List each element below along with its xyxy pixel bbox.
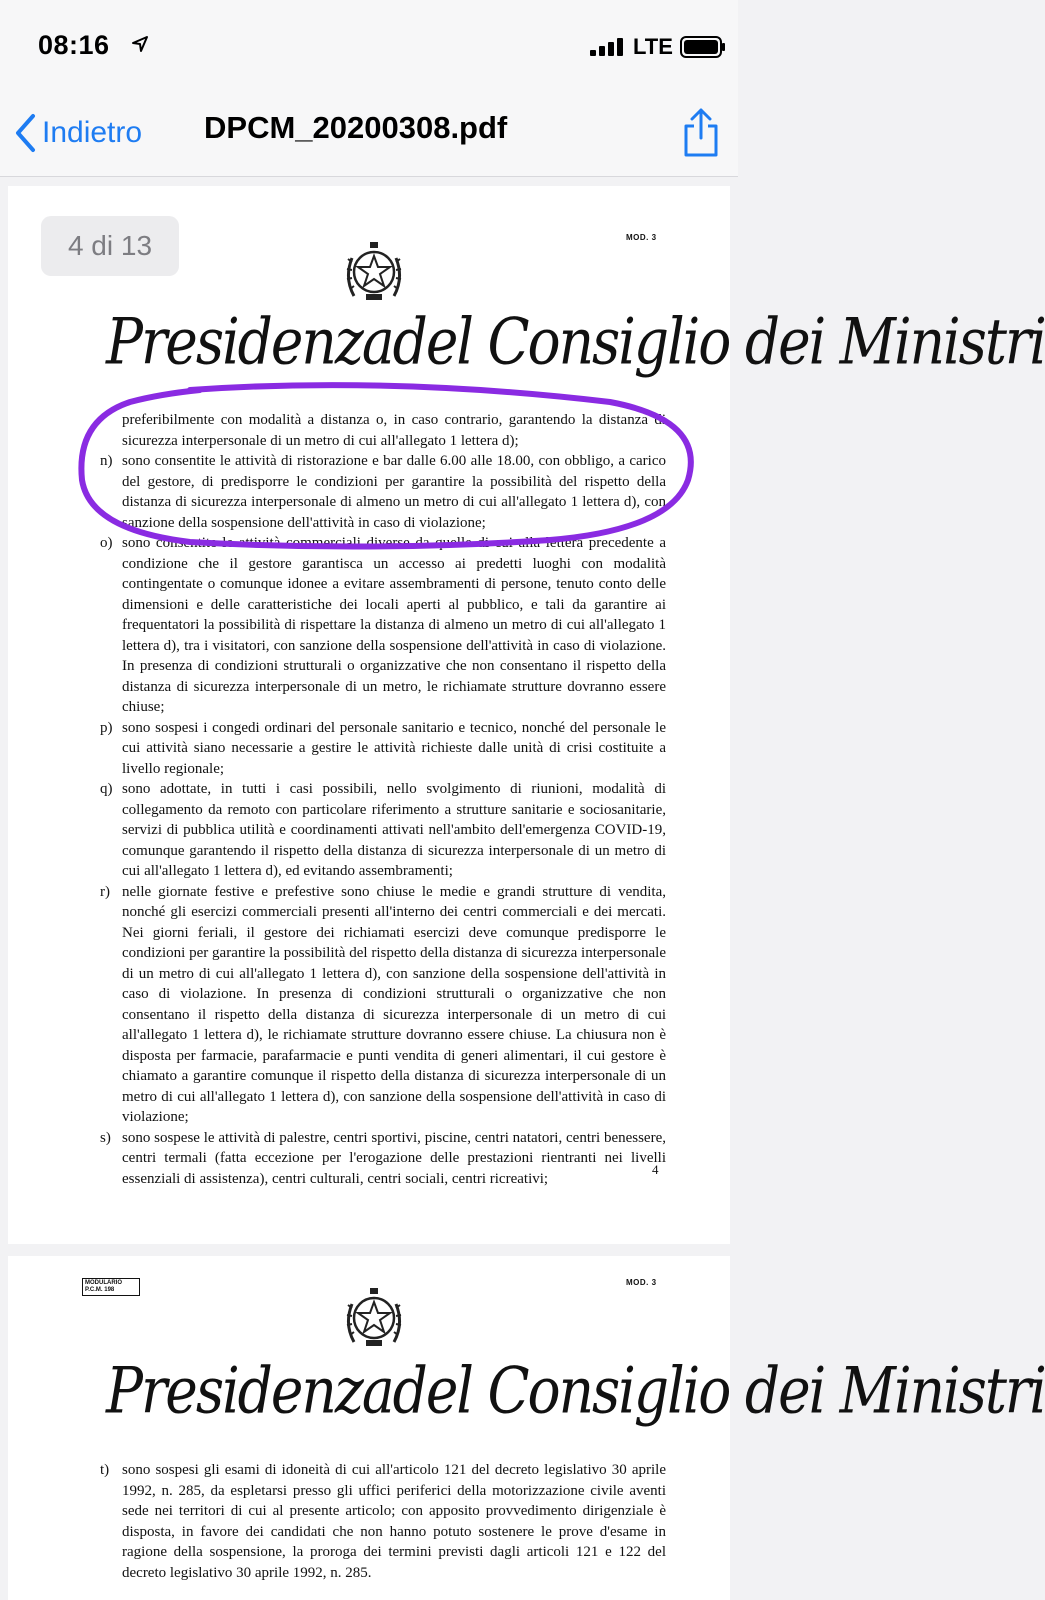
item-text: sono sospesi i congedi ordinari del personale sanitario e tecnico, nonché del personale le cui attività siano necessarie a gestire le attività richieste dalle unità di crisi costituite a livello regionale; bbox=[122, 719, 666, 777]
item-text: sono consentite le attività commerciali diverse da quelle di cui alla lettera precedente a condizione che il gestore garantisca un accesso ai predetti luoghi con modalità contingentate o comunque idonee a evitare assembramenti di persone, tenuto conto delle dimensioni e delle caratteristiche dei locali aperti al pubblico, e tali da garantire ai frequentatori la possibilità di rispettare la distanza di almeno un metro di cui all'allegato 1 lettera d), tra i visitatori, con sanzione della sospensione dell'attività in caso di violazione. In presenza di condizioni strutturali o organizzative che non consentano il rispetto della distanza di sicurezza interpersonale di un metro, le richiamate strutture dovranno essere chiuse; bbox=[122, 535, 666, 715]
status-bar bbox=[0, 0, 738, 90]
chevron-left-icon bbox=[14, 113, 36, 153]
battery-icon bbox=[680, 36, 726, 58]
signal-bars-icon bbox=[590, 38, 626, 56]
page-5-body bbox=[100, 1460, 666, 1583]
list-item bbox=[100, 882, 666, 1128]
item-text: sono sospese le attività di palestre, centri sportivi, piscine, centri natatori, centri benessere, centri termali (fatta eccezione per l'erogazione delle prestazioni rientranti nei livelli essenziali di assistenza), centri culturali, centri sociali, centri ricreativi; bbox=[122, 1129, 666, 1187]
list-item bbox=[100, 451, 666, 533]
page-4-body bbox=[100, 410, 666, 1189]
item-label: p) bbox=[100, 719, 113, 736]
mod-label-page-5: MOD. 3 bbox=[626, 1278, 657, 1287]
back-label: Indietro bbox=[42, 116, 143, 149]
item-label: n) bbox=[100, 453, 113, 469]
mod-label: MOD. 3 bbox=[626, 233, 657, 242]
share-icon[interactable] bbox=[680, 106, 722, 158]
page-number: 4 bbox=[652, 1162, 659, 1177]
item-text: sono consentite le attività di ristorazione e bar dalle 6.00 alle 18.00, con obbligo, a carico del gestore, di predisporre le condizioni per garantire la possibilità del rispetto della distanza di sicurezza interpersonale di almeno un metro di cui all'allegato 1 lettera d), con sanzione della sospensione dell'attività in caso di violazione; bbox=[122, 453, 666, 531]
item-label: q) bbox=[100, 781, 113, 797]
page-indicator: 4 di 13 bbox=[41, 216, 179, 276]
republic-emblem-icon bbox=[342, 238, 406, 308]
republic-emblem-icon bbox=[342, 1284, 406, 1354]
item-label: o) bbox=[100, 535, 113, 551]
list-item bbox=[100, 1128, 666, 1190]
list-item bbox=[100, 533, 666, 718]
list-item bbox=[100, 1460, 666, 1583]
item-text: nelle giornate festive e prefestive sono chiuse le medie e grandi strutture di vendita, nonché gli esercizi commerciali presenti all'interno dei centri commerciali e dei mercati. Nei giorni feriali, il gestore dei richiamati esercizi deve comunque predisporre le condizioni per garantire la possibilità del rispetto della distanza di sicurezza interpersonale di un metro di cui all'allegato 1 lettera d), con sanzione della sospensione dell'attività in caso di violazione. In presenza di condizioni strutturali o organizzative che non consentano il rispetto della distanza di sicurezza interpersonale di un metro di cui all'allegato 1 lettera d), le richiamate strutture dovranno essere chiuse. La chiusura non è disposta per farmacie, parafarmacie e punti vendita di generi alimentari, il cui gestore è chiamato a garantire comunque il rispetto della distanza di sicurezza interpersonale di un metro di cui all'allegato 1 lettera d), con sanzione della sospensione dell'attività in caso di violazione; bbox=[122, 883, 666, 1125]
presidenza-header: Presidenzadel Consiglio dei Ministri bbox=[106, 305, 1045, 379]
continuation-paragraph: preferibilmente con modalità a distanza o, in caso contrario, garantendo la distanza di sicurezza interpersonale di un metro di cui all'allegato 1 lettera d); bbox=[122, 412, 666, 449]
presidenza-header-page-5: Presidenzadel Consiglio dei Ministri bbox=[106, 1354, 1045, 1428]
location-arrow-icon bbox=[130, 34, 150, 54]
item-label: r) bbox=[100, 883, 110, 900]
clock: 08:16 bbox=[38, 30, 110, 60]
item-label: t) bbox=[100, 1462, 110, 1478]
item-text: sono adottate, in tutti i casi possibili, nello svolgimento di riunioni, modalità di collegamento da remoto con particolare riferimento a strutture sanitarie e sociosanitarie, servizi di pubblica utilità e coordinamenti attivati nell'ambito dell'emergenza COVID-19, comunque garantendo il rispetto della distanza di sicurezza interpersonale di un metro di cui all'allegato 1 lettera d), ed evitando assembramenti; bbox=[122, 781, 666, 879]
list-item bbox=[100, 718, 666, 780]
modulario-stamp: MODULARIO P.C.M. 198 bbox=[82, 1278, 140, 1296]
item-label: s) bbox=[100, 1129, 111, 1146]
list-item bbox=[100, 779, 666, 882]
item-text: sono sospesi gli esami di idoneità di cui all'articolo 121 del decreto legislativo 30 aprile 1992, n. 285, da espletarsi presso gli uffici periferici della motorizzazione civile aventi sede nei territori di cui al presente articolo; con apposito provvedimento dirigenziale è disposta, in favore dei candidati che non hanno potuto sostenere le prove d'esame in ragione della sospensione, la proroga dei termini previsti dagli articoli 121 e 122 del decreto legislativo 30 aprile 1992, n. 285. bbox=[122, 1462, 666, 1581]
document-title: DPCM_20200308.pdf bbox=[204, 110, 508, 145]
network-type: LTE bbox=[633, 34, 673, 59]
back-button[interactable] bbox=[14, 108, 142, 158]
